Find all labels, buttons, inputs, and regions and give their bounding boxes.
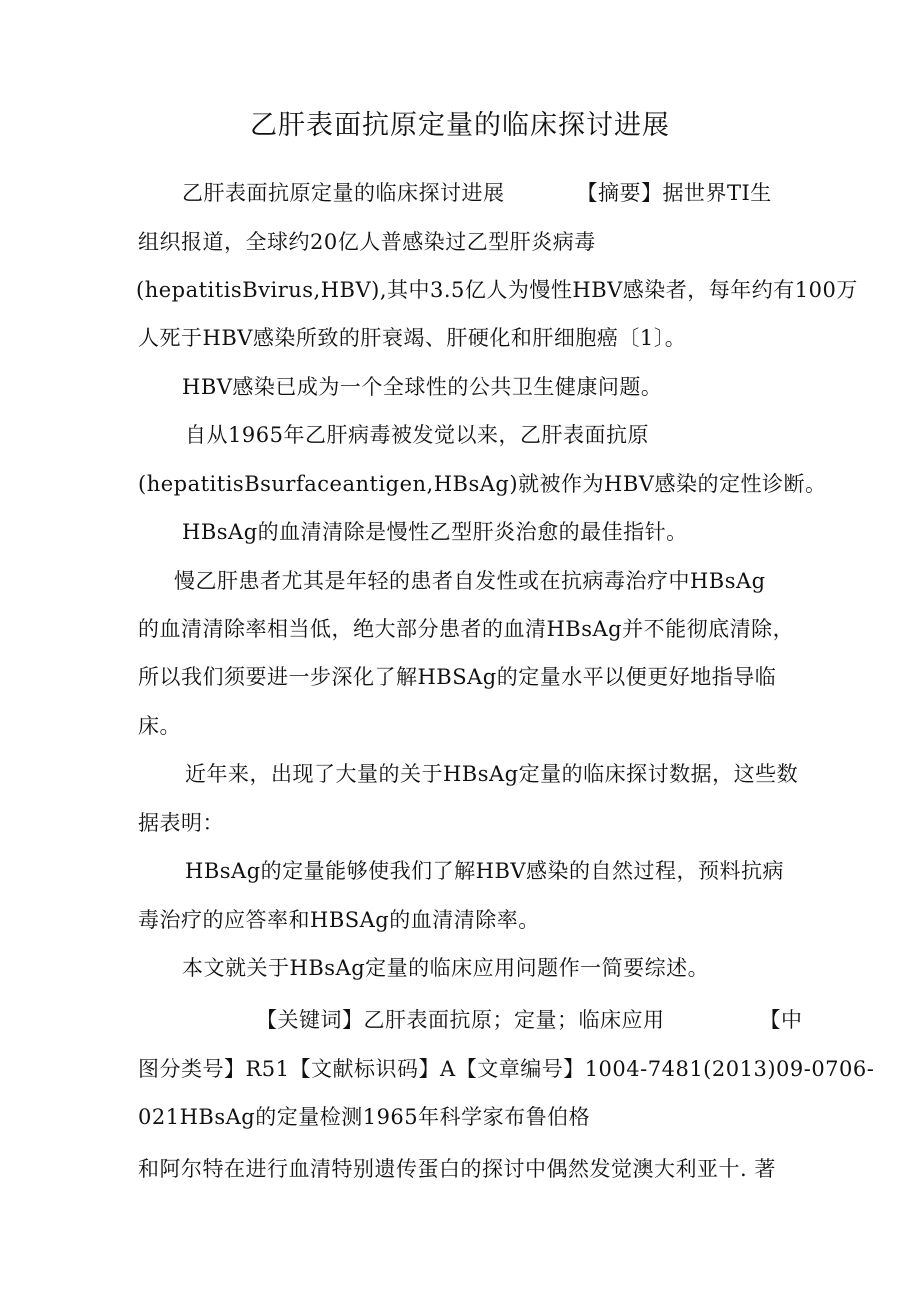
abstract-line-3: (hepatitisBvirus,HBV),其中3.5亿人为慢性HBV感染者，每年约有100万 [136, 278, 858, 302]
paragraph-discovery-line-2: (hepatitisBsurfaceantigen,HBsAg)就被作为HBV感染的定性诊断。 [138, 472, 827, 496]
paragraph-young-patients-line-4: 床。 [138, 714, 181, 738]
paragraph-young-patients-line-2: 的血清清除率相当低，绝大部分患者的血清HBsAg并不能彻底清除， [138, 617, 795, 641]
paragraph-recent-data-line-2: 据表明： [138, 811, 224, 835]
paragraph-young-patients-line-1: 慢乙肝患者尤其是年轻的患者自发性或在抗病毒治疗中HBsAg [174, 569, 766, 593]
paragraph-review-summary: 本文就关于HBsAg定量的临床应用问题作一简要综述。 [182, 956, 710, 980]
document-title: 乙肝表面抗原定量的临床探讨进展 [250, 110, 670, 141]
classification-line: 图分类号】R51【文献标识码】A【文章编号】1004-7481(2013)09-0706- [138, 1057, 875, 1081]
paragraph-quantification-line-2: 毒治疗的应答率和HBSAg的血清清除率。 [138, 908, 540, 932]
keywords-label: 【关键词】 [256, 1008, 364, 1032]
keywords-line [256, 1005, 803, 1035]
paragraph-clearance: HBsAg的血清清除是慢性乙型肝炎治愈的最佳指针。 [182, 520, 688, 544]
abstract-line-1 [182, 178, 772, 208]
section-start-line: 021HBsAg的定量检测1965年科学家布鲁伯格 [138, 1105, 591, 1129]
abstract-intro-title: 乙肝表面抗原定量的临床探讨进展 [182, 181, 505, 205]
section-body-line: 和阿尔特在进行血清特别遗传蛋白的探讨中偶然发觉澳大利亚十. 著 [138, 1157, 776, 1181]
paragraph-hbv-public-health: HBV感染已成为一个全球性的公共卫生健康问题。 [182, 375, 663, 399]
abstract-line-4: 人死于HBV感染所致的肝衰竭、肝硬化和肝细胞癌〔1〕。 [138, 326, 687, 350]
paragraph-recent-data-line-1: 近年来，出现了大量的关于HBsAg定量的临床探讨数据，这些数 [185, 762, 799, 786]
keywords-text: 乙肝表面抗原；定量；临床应用 [363, 1008, 665, 1032]
paragraph-quantification-line-1: HBsAg的定量能够使我们了解HBV感染的自然过程，预料抗病 [185, 859, 785, 883]
clc-start: 【中 [759, 1008, 803, 1032]
abstract-line-1-tail: 据世界TI生 [662, 181, 772, 205]
paragraph-discovery-line-1: 自从1965年乙肝病毒被发觉以来，乙肝表面抗原 [185, 423, 649, 447]
abstract-label: 【摘要】 [576, 181, 663, 205]
abstract-line-2: 组织报道，全球约20亿人普感染过乙型肝炎病毒 [138, 230, 596, 254]
paragraph-young-patients-line-3: 所以我们须要进一步深化了解HBSAg的定量水平以便更好地指导临 [138, 665, 777, 689]
